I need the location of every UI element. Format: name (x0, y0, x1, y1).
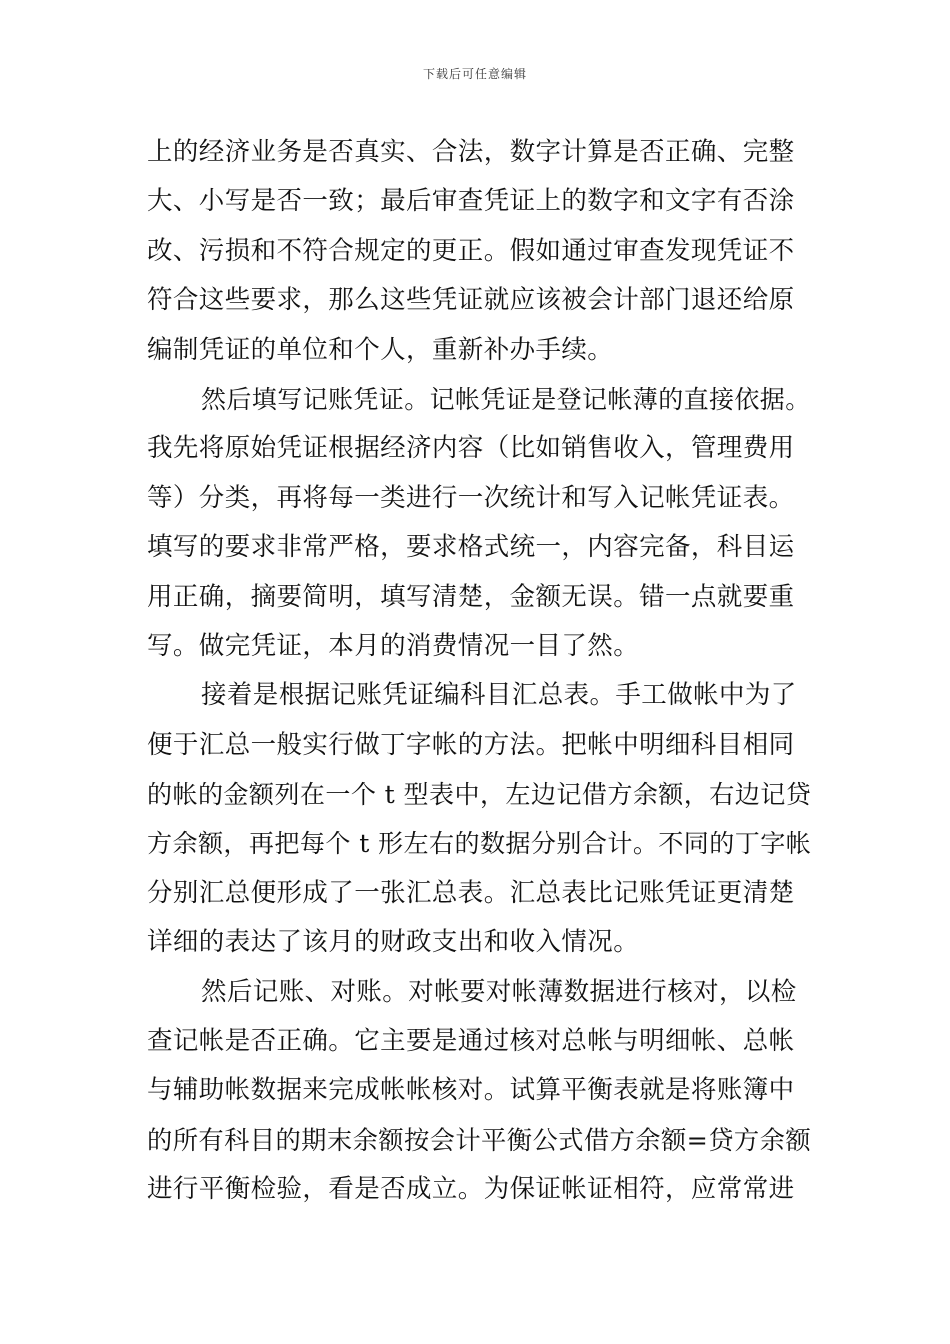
text-line: 分别汇总便形成了一张汇总表。汇总表比记账凭证更清楚 (147, 877, 795, 908)
document-body (147, 128, 811, 1215)
text-line: 然后记账、对账。对帐要对帐薄数据进行核对，以检 (201, 976, 797, 1007)
text-line: 填写的要求非常严格，要求格式统一，内容完备，科目运 (147, 532, 795, 563)
text-line: 改、污损和不符合规定的更正。假如通过审查发现凭证不 (147, 235, 795, 266)
text-line: 写。做完凭证，本月的消费情况一目了然。 (147, 630, 640, 661)
text-line: 编制凭证的单位和个人，重新补办手续。 (147, 334, 614, 365)
text-line: 详细的表达了该月的财政支出和收入情况。 (147, 927, 640, 958)
page-header: 下载后可任意编辑 (422, 67, 527, 81)
text-line: 的帐的金额列在一个 t 型表中，左边记借方余额，右边记贷 (147, 780, 812, 810)
text-line: 然后填写记账凭证。记帐凭证是登记帐薄的直接依据。 (201, 384, 811, 414)
text-line: 与辅助帐数据来完成帐帐核对。试算平衡表就是将账簿中 (147, 1075, 795, 1106)
text-line: 符合这些要求，那么这些凭证就应该被会计部门退还给原 (147, 285, 795, 316)
text-line: 接着是根据记账凭证编科目汇总表。手工做帐中为了 (201, 680, 797, 711)
text-line: 的所有科目的期末余额按会计平衡公式借方余额=贷方余额 (147, 1125, 812, 1155)
text-line: 方余额，再把每个 t 形左右的数据分别合计。不同的丁字帐 (147, 829, 812, 859)
text-line: 上的经济业务是否真实、合法，数字计算是否正确、完整 (147, 137, 795, 167)
text-line: 便于汇总一般实行做丁字帐的方法。把帐中明细科目相同 (147, 729, 795, 760)
text-line: 查记帐是否正确。它主要是通过核对总帐与明细帐、总帐 (147, 1026, 795, 1057)
text-line: 大、小写是否一致；最后审查凭证上的数字和文字有否涂 (147, 186, 795, 217)
text-line: 等）分类，再将每一类进行一次统计和写入记帐凭证表。 (147, 482, 795, 513)
text-line: 我先将原始凭证根据经济内容（比如销售收入，管理费用 (147, 433, 795, 464)
text-line: 进行平衡检验，看是否成立。为保证帐证相符，应常常进 (147, 1174, 795, 1205)
text-line: 用正确，摘要简明，填写清楚，金额无误。错一点就要重 (147, 581, 795, 612)
